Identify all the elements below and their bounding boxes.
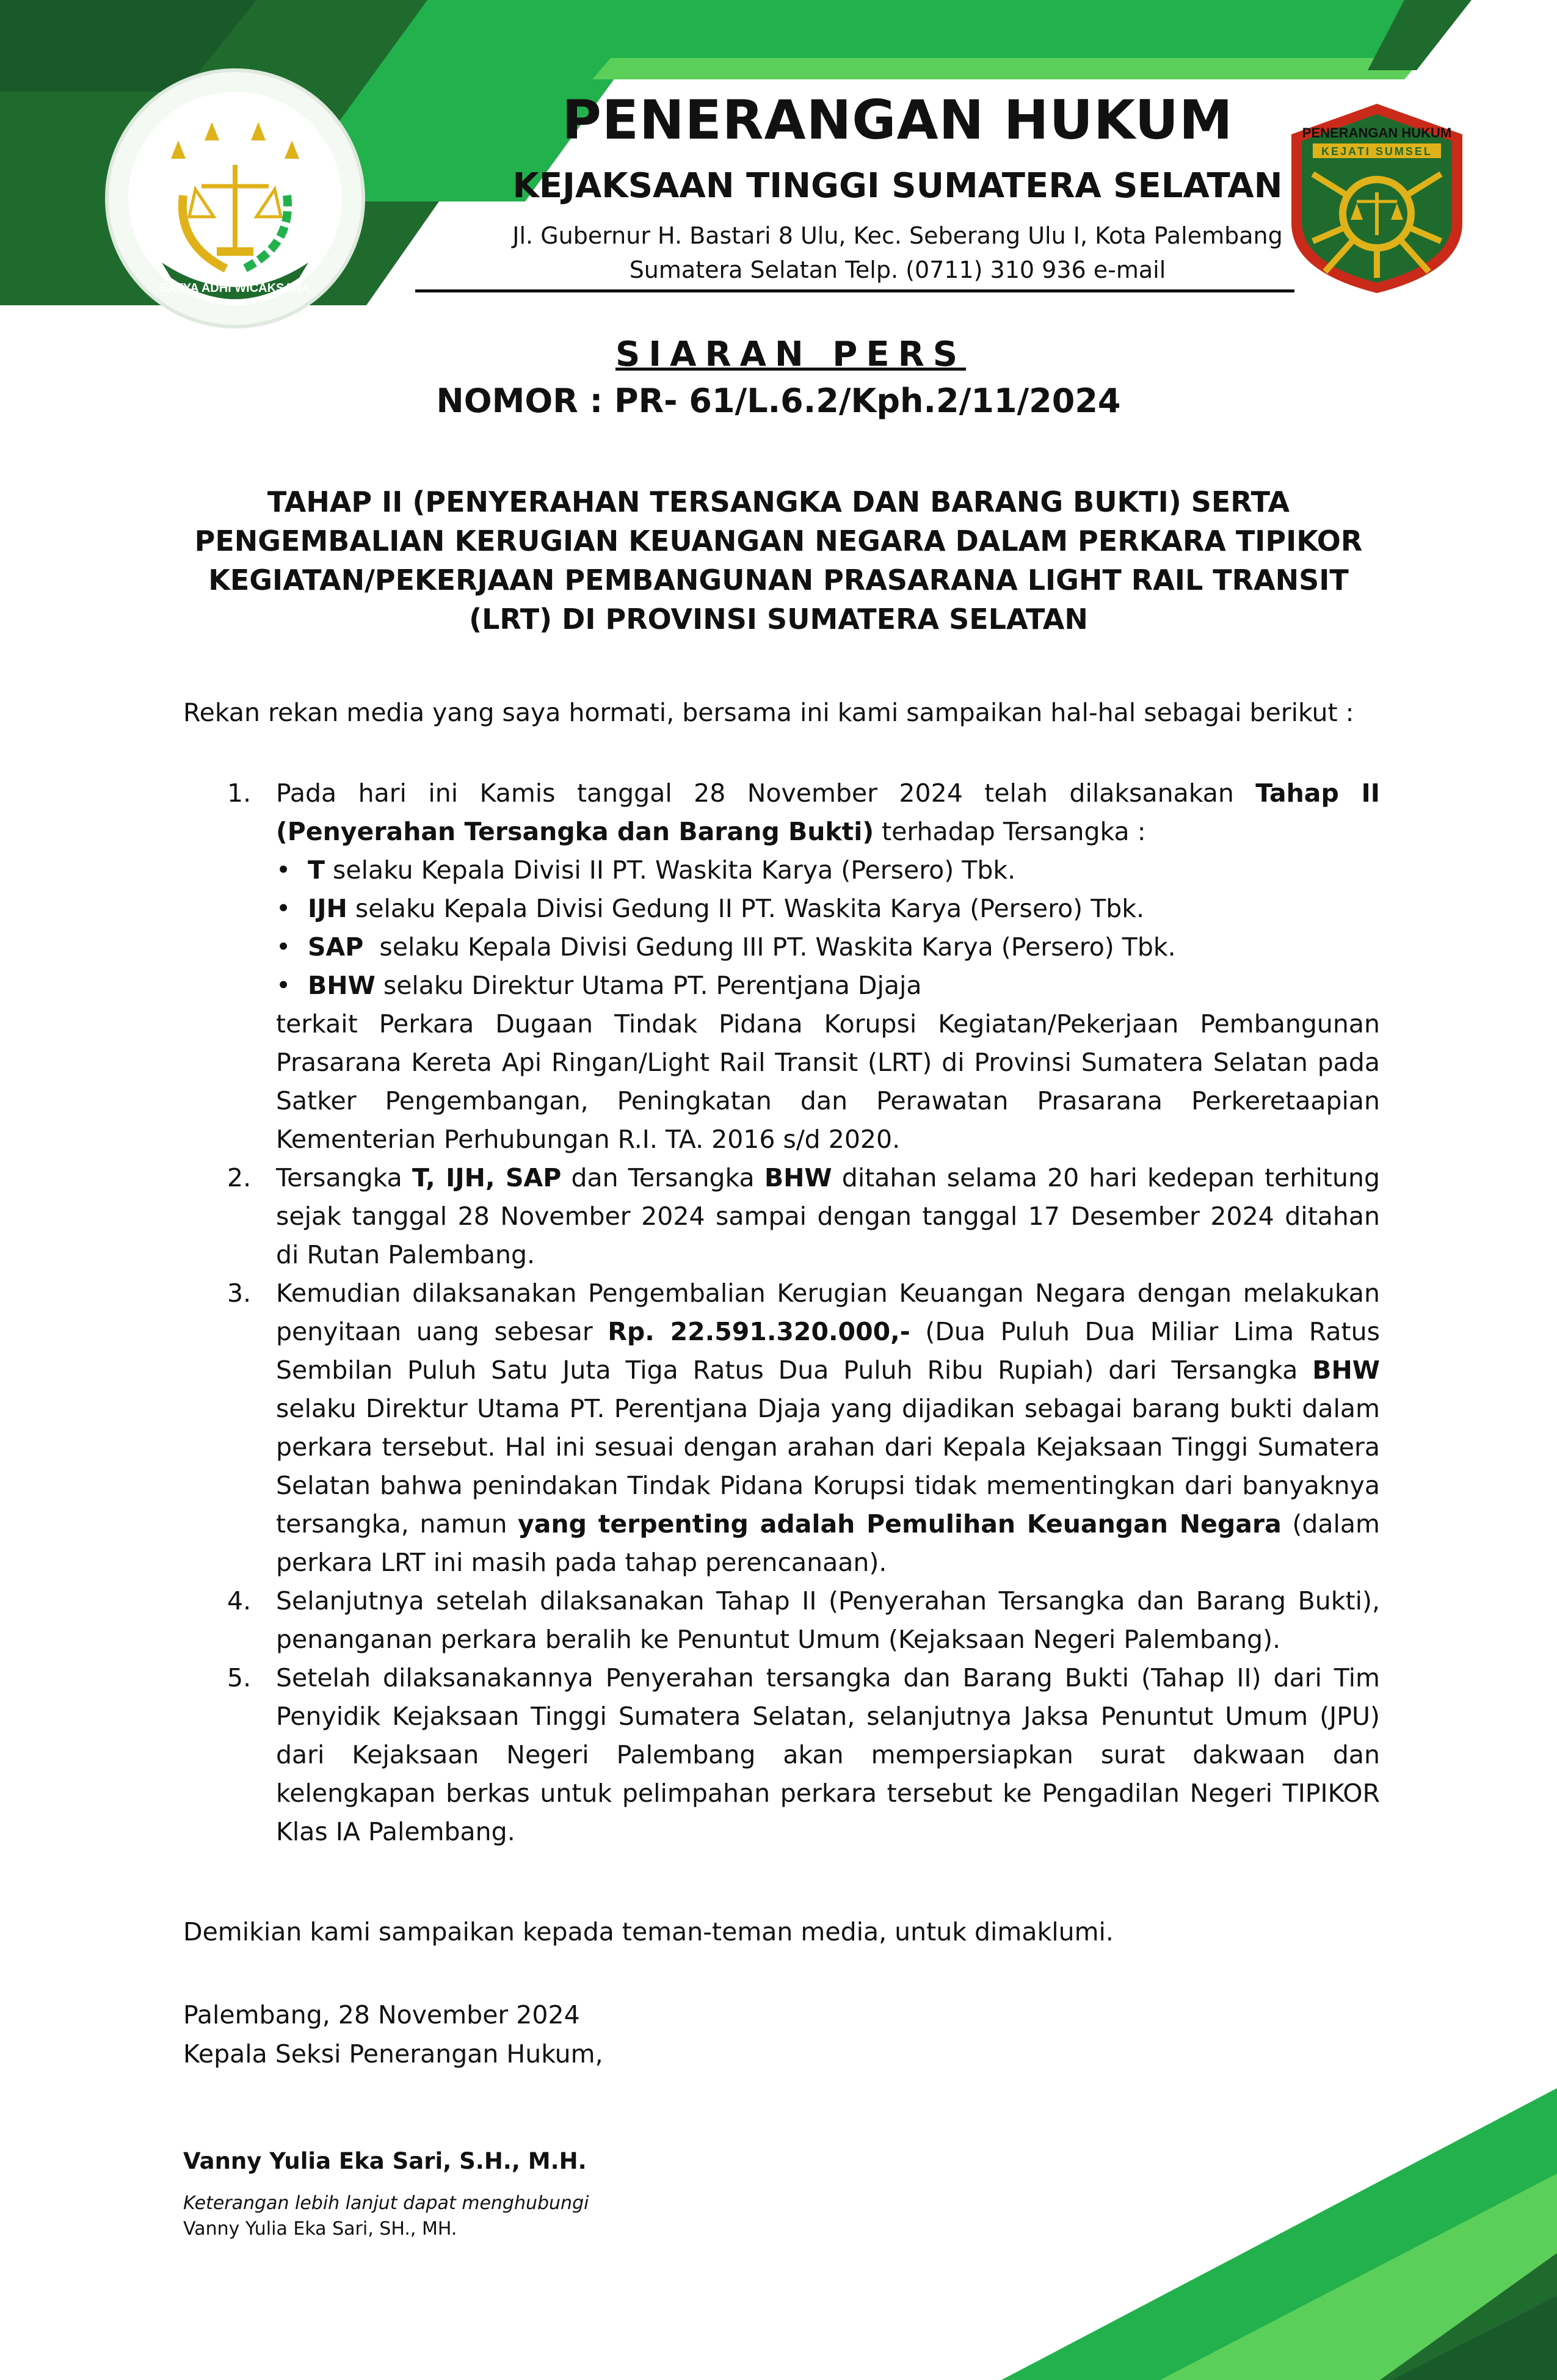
suspect-name: SAP [308,932,364,962]
note-line: Keterangan lebih lanjut dapat menghubungi [183,2193,589,2214]
suspect-role: selaku Kepala Divisi Gedung II PT. Waskita Karya (Persero) Tbk. [347,894,1145,923]
closing-paragraph: Demikian kami sampaikan kepada teman-teman media, untuk dimaklumi. [183,1917,1114,1946]
suspect-role: selaku Kepala Divisi II PT. Waskita Karya (Persero) Tbk. [324,855,1016,885]
item-bold-text: T, IJH, SAP [412,1163,562,1192]
bullet-dot: • [276,855,291,885]
item-text: Selanjutnya setelah dilaksanakan Tahap II (Penyerahan Tersangka dan Barang Bukti), penanganan perkara beralih ke Penuntut Umum (Kejaksaan Negeri Palembang). [276,1586,1380,1654]
press-release-number: NOMOR : PR- 61/L.6.2/Kph.2/11/2024 [436,382,1121,420]
suspect-bullet [276,967,1380,1005]
item-bold-text: yang terpenting adalah Pemulihan Keuangan Negara [518,1509,1282,1539]
press-release-label: SIARAN PERS [615,335,967,374]
title-line: KEGIATAN/PEKERJAAN PEMBANGUNAN PRASARANA LIGHT RAIL TRANSIT [208,564,1349,597]
suspect-name: BHW [308,971,376,1000]
suspect-bullet [276,890,1380,928]
release-body [183,774,1380,1851]
title-line: (LRT) DI PROVINSI SUMATERA SELATAN [469,603,1088,636]
address-line-1: Jl. Gubernur H. Bastari 8 Ulu, Kec. Seberang Ulu I, Kota Palembang [512,222,1283,249]
list-item [183,1159,1380,1274]
list-item [183,1582,1380,1659]
item-text: dan Tersangka [561,1163,764,1192]
shield-title: PENERANGAN HUKUM [1302,125,1452,140]
item-bold-text: Rp. 22.591.320.000,- [608,1317,910,1346]
list-item [183,1274,1380,1582]
title-line: TAHAP II (PENYERAHAN TERSANGKA DAN BARANG BUKTI) SERTA [267,485,1290,518]
item-number: 2. [227,1163,252,1192]
bullet-dot: • [276,971,291,1000]
press-release-title [171,482,1386,639]
note-line: Vanny Yulia Eka Sari, SH., MH. [183,2218,457,2240]
item-number: 4. [227,1586,252,1616]
item-text: Kemudian dilaksanakan Pengembalian Kerugian Keuangan Negara dengan melakukan penyitaan uang sebesar [276,1279,1380,1346]
address-line-2: Sumatera Selatan Telp. (0711) 310 936 e-mail [629,256,1166,283]
bullet-dot: • [276,932,291,962]
item-bold-text: Tahap II (Penyerahan Tersangka dan Barang Bukti) [276,778,1380,846]
item-text: terkait Perkara Dugaan Tindak Pidana Korupsi Kegiatan/Pekerjaan Pembangunan Prasarana Kereta Api Ringan/Light Rail Transit (LRT) di Provinsi Sumatera Selatan pada Satker Pengembangan, Peningkatan dan Perawatan Prasarana Perkeretaapian Kementerian Perhubungan R.I. TA. 2016 s/d 2020. [276,1009,1380,1154]
emblem-motto: SATYA ADHI WICAKSANA [159,281,311,295]
item-text: ditahan selama 20 hari kedepan terhitung sejak tanggal 28 November 2024 sampai dengan tanggal 17 Desember 2024 ditahan di Rutan Palembang. [276,1163,1380,1269]
place-date: Palembang, 28 November 2024 [183,2000,580,2030]
item-number: 1. [227,778,252,808]
item-bold-text: BHW [1312,1355,1380,1385]
letterhead-subtitle: KEJAKSAAN TINGGI SUMATERA SELATAN [512,166,1283,206]
contact-note [183,2191,589,2242]
letterhead-address [427,219,1368,287]
letterhead-title: PENERANGAN HUKUM [562,89,1233,151]
letterhead-divider [415,289,1294,292]
signer-name: Vanny Yulia Eka Sari, S.H., M.H. [183,2148,587,2174]
item-text: Tersangka [276,1163,412,1192]
signer-position: Kepala Seksi Penerangan Hukum, [183,2039,603,2069]
signature-block [183,1995,603,2073]
intro-paragraph: Rekan rekan media yang saya hormati, bersama ini kami sampaikan hal-hal sebagai berikut : [183,698,1354,727]
title-line: PENGEMBALIAN KERUGIAN KEUANGAN NEGARA DALAM PERKARA TIPIKOR [194,524,1363,557]
kejaksaan-emblem-logo [104,67,366,330]
item-text: (dalam perkara LRT ini masih pada tahap perencanaan). [276,1509,1380,1577]
suspect-role: selaku Kepala Divisi Gedung III PT. Waskita Karya (Persero) Tbk. [363,932,1176,962]
suspect-name: IJH [308,894,347,923]
list-item [183,774,1380,1159]
item-text: selaku Direktur Utama PT. Perentjana Djaja yang dijadikan sebagai barang bukti dalam perkara tersebut. Hal ini sesuai dengan arahan dari Kepala Kejaksaan Tinggi Sumatera Selatan bahwa penindakan Tindak Pidana Korupsi tidak mementingkan dari banyaknya tersangka, namun [276,1394,1380,1539]
suspect-name: T [308,855,325,885]
bullet-dot: • [276,894,291,923]
suspect-role: selaku Direktur Utama PT. Perentjana Djaja [375,971,922,1000]
list-item [183,1659,1380,1851]
item-number: 3. [227,1279,252,1308]
item-text: (Dua Puluh Dua Miliar Lima Ratus Sembilan Puluh Satu Juta Tiga Ratus Dua Puluh Ribu Rupiah) dari Tersangka [276,1317,1380,1385]
item-number: 5. [227,1663,252,1692]
item-text: Setelah dilaksanakannya Penyerahan tersangka dan Barang Bukti (Tahap II) dari Tim Penyidik Kejaksaan Tinggi Sumatera Selatan, selanjutnya Jaksa Penuntut Umum (JPU) dari Kejaksaan Negeri Palembang akan mempersiapkan surat dakwaan dan kelengkapan berkas untuk pelimpahan perkara tersebut ke Pengadilan Negeri TIPIKOR Klas IA Palembang. [276,1663,1380,1846]
item-bold-text: BHW [764,1163,832,1192]
suspect-bullet [276,928,1380,967]
suspect-bullet [276,851,1380,890]
shield-subtitle: KEJATI SUMSEL [1321,145,1432,158]
item-text: Pada hari ini Kamis tanggal 28 November 2024 telah dilaksanakan [276,778,1256,808]
item-text: terhadap Tersangka : [874,817,1146,846]
